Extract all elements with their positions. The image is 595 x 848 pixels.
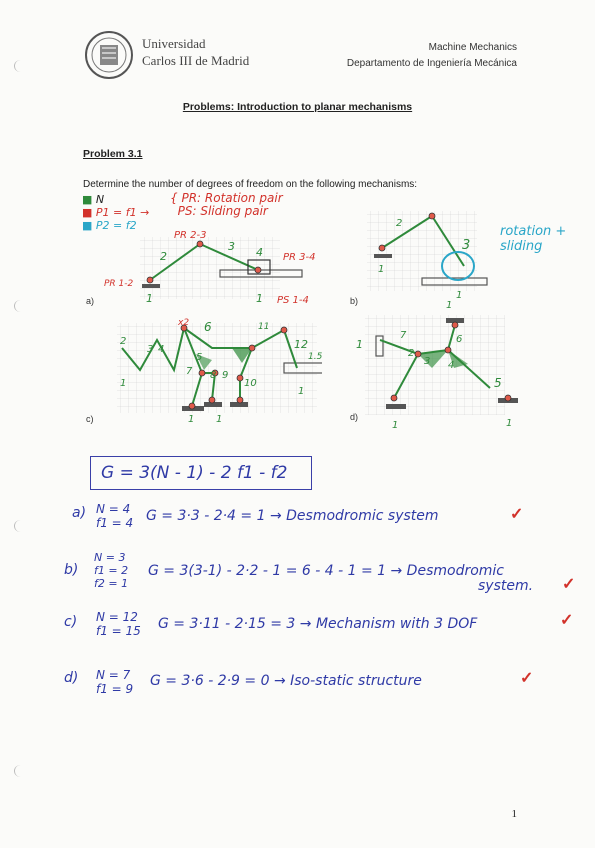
- answer-b-label: b): [64, 562, 79, 578]
- answer-c-f1: f1 = 15: [96, 624, 141, 638]
- answer-c-label: c): [64, 614, 78, 630]
- answer-a-calc: G = 3·3 - 2·4 = 1 → Desmodromic system: [146, 508, 439, 524]
- legend-ps: PS: Sliding pair: [177, 204, 268, 218]
- legend-p2: P2 = f2: [95, 219, 137, 232]
- fig-b-link-2: 2: [396, 218, 403, 229]
- legend: ■ N ■ P1 = f1 → ■ P2 = f2: [82, 193, 150, 232]
- punch-hole: [14, 765, 27, 777]
- fig-d-link-7: 7: [400, 330, 407, 341]
- fig-c-link-8: 8: [210, 370, 217, 381]
- dof-formula-box: [90, 456, 312, 490]
- fig-c-link-5: 5: [196, 352, 203, 363]
- figure-c-mechanism: [112, 318, 322, 426]
- answer-d-calc: G = 3·6 - 2·9 = 0 → Iso-static structure: [150, 673, 422, 689]
- fig-d-link-5: 5: [494, 376, 502, 390]
- answer-b-data: [94, 551, 128, 590]
- answer-a-label: a): [72, 505, 87, 521]
- punch-hole: [14, 60, 27, 72]
- fig-a-link-4: 4: [256, 246, 263, 259]
- answer-b-f1: f1 = 2: [94, 564, 129, 577]
- answer-a-f1: f1 = 4: [96, 516, 134, 530]
- document-title: Problems: Introduction to planar mechanisms: [182, 101, 413, 113]
- fig-a-link-2: 2: [160, 250, 167, 263]
- check-mark-icon: ✓: [520, 670, 534, 687]
- fig-c-link-1c: 1: [216, 414, 223, 425]
- problem-statement: Determine the number of degrees of freedom on the following mechanisms:: [83, 179, 418, 190]
- dof-formula: G = 3(N - 1) - 2 f1 - f2: [101, 463, 288, 483]
- fig-b-link-1a: 1: [378, 264, 385, 275]
- fig-c-link-11: 11: [258, 322, 270, 332]
- figure-b-mechanism: [362, 206, 492, 302]
- punch-hole: [14, 520, 27, 532]
- figure-c-label: c): [86, 414, 94, 424]
- fig-c-link-3: 3: [147, 344, 154, 355]
- annotation-ps14: PS 1-4: [277, 295, 309, 306]
- answer-b-n: N = 3: [94, 551, 126, 564]
- answer-b-calc2: system.: [478, 578, 534, 594]
- university-name-line2: Carlos III de Madrid: [142, 53, 250, 68]
- answer-b-f2: f2 = 1: [94, 577, 129, 590]
- legend-p1: P1 = f1: [95, 206, 137, 219]
- fig-d-link-4: 4: [448, 360, 455, 371]
- fig-c-link-12: 12: [294, 338, 308, 351]
- fig-d-link-2: 2: [408, 348, 415, 359]
- fig-c-link-2: 2: [120, 336, 127, 347]
- answer-d-f1: f1 = 9: [96, 682, 134, 696]
- fig-c-link-4: 4: [158, 344, 165, 355]
- figure-a-label: a): [86, 296, 95, 306]
- fig-b-note: rotation + sliding: [500, 224, 567, 254]
- figure-b-label: b): [350, 296, 359, 306]
- fig-a-link-1b: 1: [256, 292, 263, 305]
- answer-d-n: N = 7: [96, 668, 131, 682]
- university-logo: [84, 30, 134, 80]
- fig-c-link-1b: 1: [188, 414, 195, 425]
- page-number: 1: [511, 808, 517, 820]
- fig-a-link-3: 3: [228, 240, 235, 253]
- annotation-pr12: PR 1-2: [104, 279, 134, 289]
- answer-d-data: [96, 668, 133, 696]
- department-name: Departamento de Ingeniería Mecánica: [346, 58, 517, 69]
- fig-d-link-1a: 1: [356, 338, 363, 351]
- fig-d-link-6: 6: [456, 334, 463, 345]
- fig-c-link-9: 9: [222, 370, 229, 381]
- answer-c-data: [96, 610, 141, 638]
- course-name: Machine Mechanics: [428, 42, 517, 53]
- answer-c-calc: G = 3·11 - 2·15 = 3 → Mechanism with 3 DOF: [158, 616, 478, 632]
- check-mark-icon: ✓: [510, 506, 524, 523]
- fig-d-link-1b: 1: [446, 300, 453, 311]
- legend-pairs: { PR: Rotation pair PS: Sliding pair: [170, 191, 283, 218]
- fig-c-link-x2: x2: [178, 318, 190, 328]
- university-name-line1: Universidad: [142, 36, 206, 51]
- fig-c-link-7: 7: [186, 366, 193, 377]
- fig-b-link-3: 3: [462, 238, 471, 253]
- annotation-pr23: PR 2-3: [174, 230, 207, 241]
- fig-d-link-3: 3: [424, 356, 431, 367]
- legend-n: N: [95, 193, 105, 206]
- legend-pr: PR: Rotation pair: [181, 191, 283, 205]
- answer-a-data: [96, 502, 133, 530]
- fig-c-link-1a: 1: [120, 378, 127, 389]
- fig-a-link-1a: 1: [146, 292, 153, 305]
- fig-d-link-1c: 1: [392, 420, 399, 431]
- check-mark-icon: ✓: [560, 612, 574, 629]
- answer-d-label: d): [64, 670, 79, 686]
- punch-hole: [14, 300, 27, 312]
- answer-a-n: N = 4: [96, 502, 131, 516]
- figure-d-mechanism: [360, 310, 520, 428]
- fig-b-link-1b: 1: [456, 290, 463, 301]
- fig-c-link-1.5: 1.5: [308, 352, 323, 362]
- annotation-pr34: PR 3-4: [283, 252, 316, 263]
- problem-title: Problem 3.1: [83, 148, 143, 160]
- fig-c-link-6: 6: [204, 320, 212, 334]
- answer-b-calc: G = 3(3-1) - 2·2 - 1 = 6 - 4 - 1 = 1 → Desmodromic: [148, 563, 505, 579]
- figure-d-label: d): [350, 412, 359, 422]
- check-mark-icon: ✓: [562, 576, 576, 593]
- fig-c-link-10: 10: [244, 378, 257, 389]
- answer-c-n: N = 12: [96, 610, 138, 624]
- fig-d-link-1d: 1: [506, 418, 513, 429]
- fig-c-link-1d: 1: [298, 386, 305, 397]
